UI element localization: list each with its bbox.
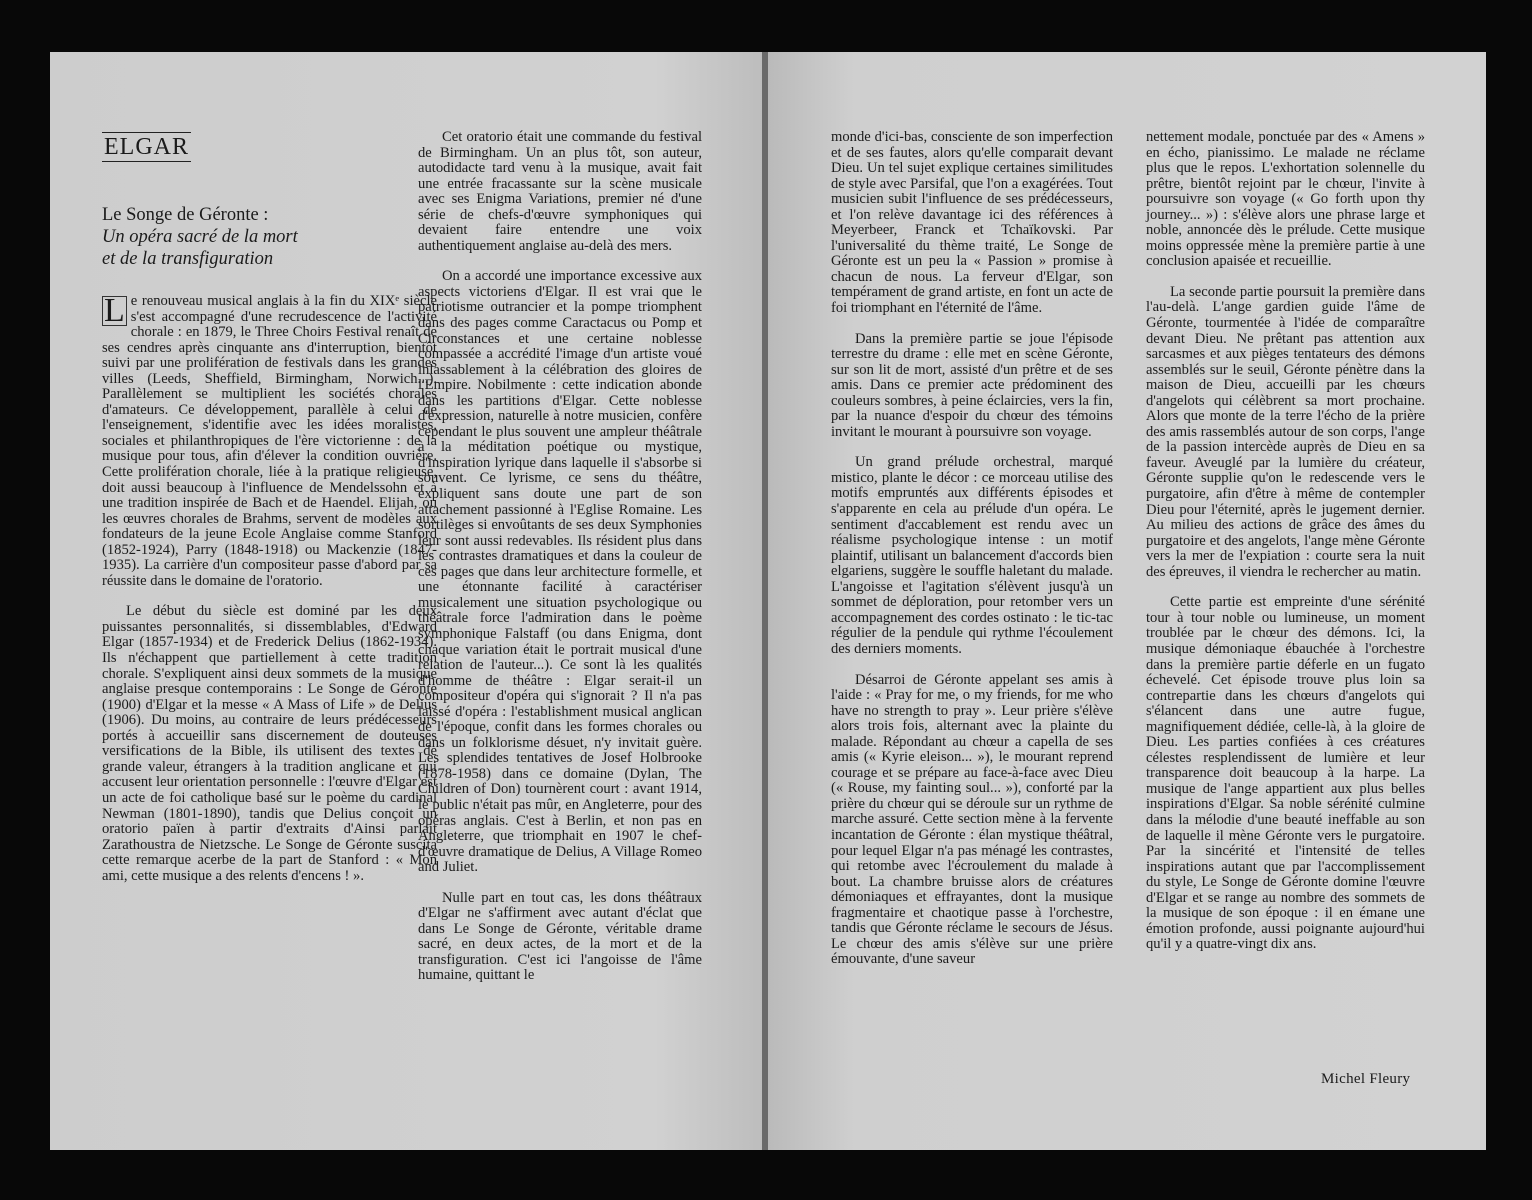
paragraph-text: e renouveau musical anglais à la fin du XIXᵉ siècle s'est accompagné d'une recrudescence de l'activité chorale : en 1879, le Three Choirs Festival renaît de ses cendres après cinquante ans d'interruption, bientôt suivi par une prolifération de festivals dans les grandes villes (Leeds, Sheffield, Birmingham, Norwich...). Parallèlement se multiplient les sociétés chorales d'amateurs. Ce développement, parallèle à celui de l'enseignement, s'identifie avec les idées moralistes, sociales et philanthropiques de l'ère victorienne : de la musique pour tous, afin d'élever la condition ouvrière. Cette prolifération chorale, liée à la pratique religieuse, doit aussi beaucoup à l'influence de Mendelssohn et à une tradition inspirée de Bach et de Haendel. Elijah, ou les œuvres chorales de Brahms, servent de modèles aux fondateurs de la jeune Ecole Anglaise comme Stanford (1852-1924), Parry (1848-1918) ou Mackenzie (1847-1935). La carrière d'un compositeur passe d'abord par sa réussite dans le domaine de l'oratorio. — [102, 293, 437, 589]
paragraph: Cet oratorio était une commande du festival de Birmingham. Un an plus tôt, son auteur, autodidacte tard venu à la musique, avait fait une entrée fracassante sur la scène musicale avec ses Enigma Variations, premier né d'une série de chefs-d'œuvre symphoniques qui devaient faire entendre une voix authentiquement anglaise au-delà des mers. — [418, 129, 702, 254]
paragraph: La seconde partie poursuit la première dans l'au-delà. L'ange gardien guide l'âme de Géronte, tourmentée à l'idée de comparaître devant Dieu. Ne prêtant pas attention aux sarcasmes et aux pièges tentateurs des démons assemblés sur le seuil, Géronte pénètre dans la maison de Dieu, accueilli par les chœurs d'angelots qui célèbrent sa mort prochaine. Alors que monte de la terre l'écho de la prière des amis rassemblés autour de son corps, l'ange de la passion intercède auprès de Dieu en sa faveur. Aveuglé par la lumière du créateur, Géronte supplie qu'on le redescende vers le purgatoire, afin d'être à même de contempler Dieu pour l'éternité, après le jugement dernier. Au milieu des actions de grâce des âmes du purgatoire et des angelots, l'ange mène Géronte vers la mer de l'expiation : courte sera la nuit des épreuves, il viendra le rechercher au matin. — [1146, 283, 1425, 580]
paragraph: Désarroi de Géronte appelant ses amis à l'aide : « Pray for me, o my friends, for me who have no strength to pray ». Leur prière s'élève alors trois fois, alternant avec la plainte du malade. Répondant au chœur a capella de ses amis (« Kyrie eleison... »), le mourant reprend courage et se prépare au face-à-face avec Dieu (« Rouse, my fainting soul... »), conforté par la prière du chœur qui se déroule sur un rythme de marche assuré. Cette section mène à la fervente incantation de Géronte : élan mystique théâtral, pour lequel Elgar n'a pas ménagé les contrastes, qui retombe avec l'écroulement du malade à bout. La chambre bruisse alors de créatures démoniaques et effrayantes, dont la musique fragmentaire et chaotique passe à l'orchestre, tandis que Géronte réclame le secours de Jésus. Le chœur des amis s'élève sur une prière émouvante, d'une saveur — [831, 671, 1113, 968]
paragraph: Un grand prélude orchestral, marqué mistico, plante le décor : ce morceau utilise des motifs empruntés aux différents épisodes et s'apparente en cela au prélude d'un opéra. Le sentiment d'accablement est rendu avec un réalisme psychologique intense : un motif plaintif, utilisant un balancement d'accords bien elgariens, suggère le souffle haletant du malade. L'angoisse et l'agitation s'élèvent jusqu'à un sommet de déploration, pour retomber vers un accompagnement des cordes ostinato : le tic-tac régulier de la pendule qui rythme l'écoulement des derniers moments. — [831, 454, 1113, 657]
right-column-2 — [1146, 130, 1425, 953]
subtitle-line-2: et de la transfiguration — [102, 249, 274, 269]
article-subtitle — [102, 226, 298, 270]
paragraph — [102, 294, 437, 589]
paragraph: On a accordé une importance excessive aux aspects victoriens d'Elgar. Il est vrai que le patriotisme outrancier et la pompe triomphent dans des pages comme Caractacus ou Pomp et Circonstances et une certaine noblesse compassée a accrédité l'image d'un artiste voué inlassablement à la célébration des gloires de l'Empire. Nobilmente : cette indication abonde dans les partitions d'Elgar. Cette noblesse d'expression, naturelle à notre musicien, confère cependant le plus souvent une ampleur théâtrale à la méditation poétique ou mystique, d'inspiration lyrique dans laquelle il s'absorbe si souvent. Ce lyrisme, ce sens du théâtre, expliquent sans doute une part de son attachement passionné à l'Eglise Romaine. Les sortilèges si envoûtants de ses deux Symphonies leur sont aussi redevables. Ils résident plus dans les contrastes dramatiques et dans la couleur de ces pages que dans leur architecture formelle, et une étonnante facilité à caractériser musicalement une situation psychologique ou théâtrale force l'admiration dans le poème symphonique Falstaff (ou dans Enigma, dont chaque variation était le portrait musical d'une relation de l'auteur...). Ce sont là les qualités d'homme de théâtre : Elgar serait-il un compositeur d'opéra qui s'ignorait ? Il n'a pas laissé d'opéra : l'establishment musical anglican de l'époque, confit dans les formes chorales ou dans un folklorisme désuet, n'y invitait guère. Les splendides tentatives de Josef Holbrooke (1878-1958) dans ce domaine (Dylan, The Children of Don) tournèrent court : avant 1914, le public n'était pas mûr, en Angleterre, pour des opéras anglais. C'est à Berlin, et non pas en Angleterre, que triomphait en 1907 le chef-d'œuvre dramatique de Delius, A Village Romeo and Juliet. — [418, 268, 702, 876]
paragraph: nettement modale, ponctuée par des « Amens » en écho, pianissimo. Le malade ne réclame plus que le repos. L'exhortation solennelle du prêtre, bientôt rejoint par le chœur, l'invite à poursuivre son voyage (« Go forth upon thy journey... ») : s'élève alors une phrase large et noble, annoncée dès le prélude. Cette musique moins oppressée mène la première partie à une conclusion apaisée et recueillie. — [1146, 129, 1425, 270]
left-column-2 — [418, 130, 702, 984]
left-column-1 — [102, 294, 437, 884]
right-page — [768, 52, 1486, 1150]
section-title: ELGAR — [104, 134, 189, 160]
drop-cap: L — [104, 292, 125, 329]
paragraph: Nulle part en tout cas, les dons théâtraux d'Elgar ne s'affirment avec autant d'éclat que dans Le Songe de Géronte, véritable drame sacré, en deux actes, de la mort et de la transfiguration. C'est ici l'angoisse de l'âme humaine, quittant le — [418, 889, 702, 984]
paragraph: Dans la première partie se joue l'épisode terrestre du drame : elle met en scène Géronte, sur son lit de mort, assisté d'un prêtre et de ses amis. Dans ce premier acte prédominent des couleurs sombres, à peine éclaircies, vers la fin, par la nuance d'espoir du chœur des témoins invitant le mourant à poursuivre son voyage. — [831, 330, 1113, 440]
right-column-1 — [831, 130, 1113, 968]
article-title: Le Songe de Géronte : — [102, 205, 269, 225]
paragraph: Cette partie est empreinte d'une sérénité tour à tour noble ou lumineuse, un moment troublée par le chœur des démons. Ici, la musique démoniaque ébauchée à l'orchestre dans la première partie déferle en un fugato échevelé. Cet épisode trouve plus loin sa contrepartie dans les chœurs d'angelots qui s'élancent dans une autre fugue, magnifiquement dédiée, celle-là, à la gloire de Dieu. Les parties confiées à ces créatures célestes resplendissent de lumière et leur transparence doit beaucoup à la harpe. La musique de l'ange appartient aux plus belles inspirations d'Elgar. Sa noble sérénité culmine dans la mélodie d'une beauté ineffable au son de laquelle il mène Géronte vers le purgatoire. Par la sincérité et l'intensité de telles inspirations autant que par l'accomplissement du style, Le Songe de Géronte domine l'œuvre d'Elgar et se range au nombre des sommets de la musique de son époque : il en émane une émotion profonde, aussi poignante aujourd'hui qu'il y a quatre-vingt dix ans. — [1146, 594, 1425, 953]
left-page — [50, 52, 762, 1150]
paragraph: monde d'ici-bas, consciente de son imperfection et de ses fautes, alors qu'elle comparait devant Dieu. Un tel sujet explique certaines similitudes de style avec Parsifal, que l'on a exagérées. Tout musicien subit l'influence de ses prédécesseurs, et l'on relève davantage ici des références à Meyerbeer, Franck et Tchaïkovski. Par l'universalité du thème traité, Le Songe de Géronte est un peu la « Passion » promise à chacun de nous. La ferveur d'Elgar, son tempérament de grand artiste, en font un acte de foi triomphant en l'éternité de l'âme. — [831, 129, 1113, 317]
subtitle-line-1: Un opéra sacré de la mort — [102, 227, 298, 247]
author-signature: Michel Fleury — [1321, 1071, 1411, 1087]
paragraph: Le début du siècle est dominé par les deux puissantes personnalités, si dissemblables, d'Edward Elgar (1857-1934) et de Frederick Delius (1862-1934). Ils n'échappent que partiellement à cette tradition chorale. S'expliquent ainsi deux sommets de la musique anglaise presque contemporains : Le Songe de Géronte (1900) d'Elgar et la messe « A Mass of Life » de Delius (1906). Du moins, au contraire de leurs prédécesseurs portés à accueillir sans discernement de douteuses versifications de la Bible, ils utilisent des textes de grande valeur, étrangers à la tradition anglicane et qui accusent leur orientation personnelle : l'œuvre d'Elgar est un acte de foi catholique basé sur le poème du cardinal Newman (1801-1890), tandis que Delius conçoit un oratorio païen à partir d'extraits d'Ainsi parlait Zarathoustra de Nietzsche. Le Songe de Géronte suscita cette remarque acerbe de la part de Stanford : « Mon ami, cette musique a des relents d'encens ! ». — [102, 603, 437, 884]
